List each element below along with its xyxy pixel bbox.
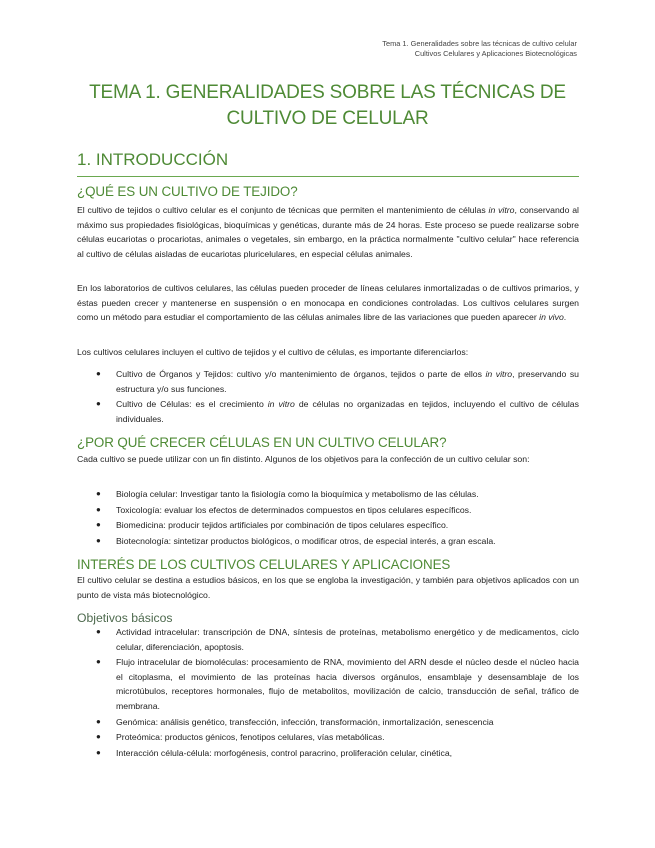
list-item: ● Cultivo de Órganos y Tejidos: cultivo y/o mantenimiento de órganos, tejidos o parte de ellos in vitro, preservando su estructura y/o sus funciones. xyxy=(96,369,580,394)
bullet-icon: ● xyxy=(96,747,101,757)
bullet-icon: ● xyxy=(96,399,101,409)
list-item: ● Flujo intracelular de biomoléculas: procesamiento de RNA, movimiento del ARN desde el núcleo desde el núcleo hacia el citoplasma, el movimiento de las proteínas hacia diversos orgánulos, ensamblaje y desensamblaje de los microtúbulos, receptores hormonales, flujo de metabolitos, movilización de calcio, transducción de señal, tráfico de membrana. xyxy=(96,657,579,711)
list-item: ● Genómica: análisis genético, transfección, infección, transformación, inmortalización, senescencia xyxy=(77,715,579,730)
bullet-icon: ● xyxy=(96,657,101,667)
paragraph-tipos-cultivo: Los cultivos celulares incluyen el cultivo de tejidos y el cultivo de células, es importante diferenciarlos: xyxy=(77,347,469,357)
list-item: ● Toxicología: evaluar los efectos de determinados compuestos en tipos celulares específicos. xyxy=(77,503,579,518)
bullet-icon: ● xyxy=(96,504,101,514)
list-objetivos-basicos xyxy=(77,625,579,761)
paragraph-objetivos: Cada cultivo se puede utilizar con un fin distinto. Algunos de los objetivos para la confección de un cultivo celular son: xyxy=(77,454,530,464)
paragraph-definicion: El cultivo de tejidos o cultivo celular es el conjunto de técnicas que permiten el mantenimiento de células in vitro, conservando al máximo sus propiedades fisiológicas, bioquímicas y genéticas, durante más de 24 horas. Este proceso se puede realizarse sobre células eucariotas o procariotas, animales o vegetales, sin embargo, en la práctica normalmente "cultivo celular" hace referencia al cultivo de células aisladas de eucariotas pluricelulares, en especial células animales. xyxy=(77,205,579,259)
document-title: TEMA 1. GENERALIDADES SOBRE LAS TÉCNICAS DE CULTIVO DE CELULAR xyxy=(89,82,566,129)
heading-por-que-crecer: ¿POR QUÉ CRECER CÉLULAS EN UN CULTIVO CELULAR? xyxy=(77,435,447,450)
section-heading-introduccion: 1. INTRODUCCIÓN xyxy=(77,150,229,169)
list-item: ● Actividad intracelular: transcripción de DNA, síntesis de proteínas, metabolismo energético y de medicamentos, ciclo celular, diferenciación, apoptosis. xyxy=(96,627,579,652)
list-item: ● Proteómica: productos génicos, fenotipos celulares, vías metabólicas. xyxy=(77,730,579,745)
header-line-1: Tema 1. Generalidades sobre las técnicas de cultivo celular xyxy=(382,39,577,48)
list-item: ● Interacción célula-célula: morfogénesis, control paracrino, proliferación celular, cinética, xyxy=(77,746,579,761)
heading-interes-aplicaciones: INTERÉS DE LOS CULTIVOS CELULARES Y APLICACIONES xyxy=(77,557,451,572)
list-objetivos xyxy=(77,487,579,549)
list-item: ● Biotecnología: sintetizar productos biológicos, o modificar otros, de especial interés, a gran escala. xyxy=(77,534,579,549)
paragraph-laboratorios: En los laboratorios de cultivos celulares, las células pueden proceder de líneas celulares inmortalizadas o de cultivos primarios, y éstas pueden crecer y mantenerse en suspensión o en monocapa en condiciones controladas. Los cultivos celulares surgen como un método para estudiar el comportamiento de las células animales libre de las variaciones que pueden aparecer in vivo. xyxy=(77,283,579,323)
bullet-icon: ● xyxy=(96,520,101,530)
bullet-icon: ● xyxy=(96,627,101,636)
section-heading-rule xyxy=(77,176,579,177)
list-item: ● Biología celular: Investigar tanto la fisiología como la bioquímica y metabolismo de las células. xyxy=(77,487,579,502)
list-tipos-cultivo xyxy=(77,367,579,427)
header-line-2: Cultivos Celulares y Aplicaciones Biotecnológicas xyxy=(414,48,577,58)
running-header xyxy=(382,39,577,58)
subheading-objetivos-basicos: Objetivos básicos xyxy=(77,611,173,625)
list-item: ● Biomedicina: producir tejidos artificiales por combinación de tipos celulares específico. xyxy=(77,518,579,533)
bullet-icon: ● xyxy=(96,489,101,498)
bullet-icon: ● xyxy=(96,535,101,545)
list-item: ● Cultivo de Células: es el crecimiento in vitro de células no organizadas en tejidos, incluyendo el cultivo de células individuales. xyxy=(96,399,579,424)
bullet-icon: ● xyxy=(96,716,101,726)
heading-que-es-cultivo: ¿QUÉ ES UN CULTIVO DE TEJIDO? xyxy=(77,184,298,199)
bullet-icon: ● xyxy=(96,732,101,742)
bullet-icon: ● xyxy=(96,369,101,378)
paragraph-interes: El cultivo celular se destina a estudios básicos, en los que se engloba la investigación, y también para objetivos aplicados con un punto de vista más biotecnológico. xyxy=(77,575,579,600)
